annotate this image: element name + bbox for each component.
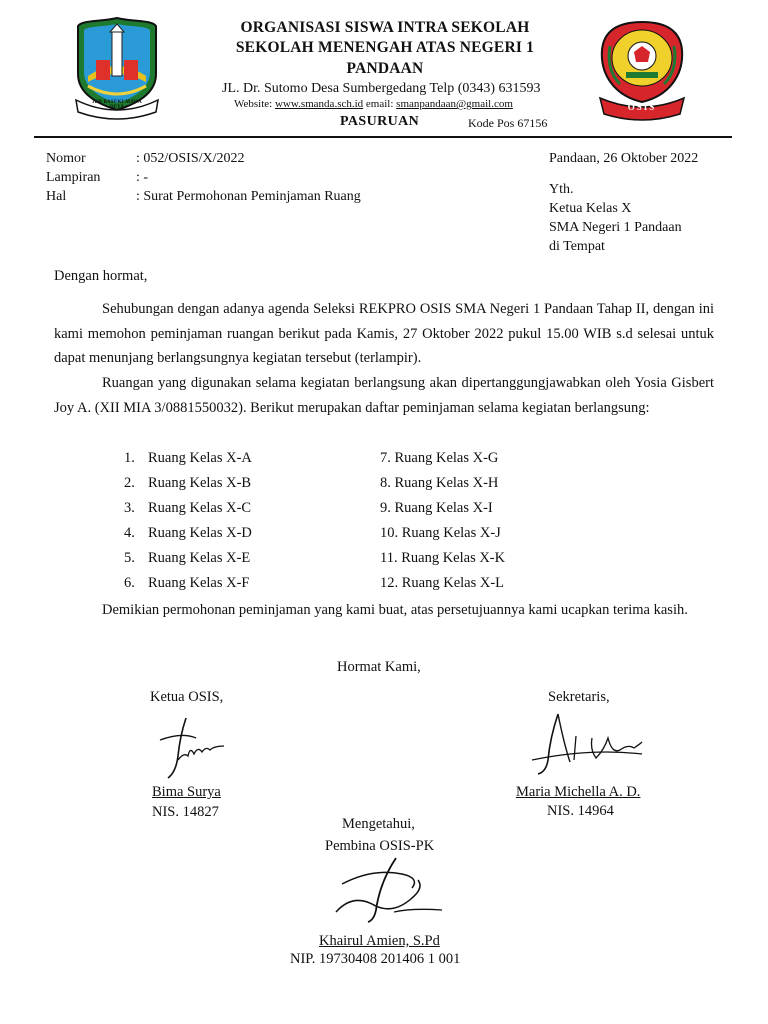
paragraph-3: Demikian permohonan peminjaman yang kami buat, atas persetujuannya kami ucapkan terima kasih. <box>102 602 688 618</box>
website-link[interactable]: www.smanda.sch.id <box>274 98 364 110</box>
osis-emblem-logo <box>596 18 688 122</box>
acknowledger-title: Pembina OSIS-PK <box>325 838 435 854</box>
acknowledger-name: Khairul Amien, S.Pd <box>319 933 440 949</box>
room-item: 4. Ruang Kelas X-D <box>124 525 252 541</box>
room-item: 5. Ruang Kelas X-E <box>124 550 251 566</box>
paragraph-2: Ruangan yang digunakan selama kegiatan berlangsung akan dipertanggungjawabkan oleh Yosia Gisbert Joy A. (XII MIA 3/0881550032). Berikut merupakan daftar peminjaman selama kegiatan berlangsung: <box>54 375 714 416</box>
left-signer-id: NIS. 14827 <box>152 804 219 820</box>
org-name-line1: ORGANISASI SISWA INTRA SEKOLAH <box>240 19 530 36</box>
paragraph-1: Sehubungan dengan adanya agenda Seleksi REKPRO OSIS SMA Negeri 1 Pandaan Tahap II, dengan ini kami memohon peminjaman ruangan berikut pada Kamis, 27 Oktober 2022 pukul 15.00 WIB s.d selesai untuk dapat menunjang berlangsungnya kegiatan tersebut (terlampir). <box>54 301 714 366</box>
left-signer-name: Bima Surya <box>152 784 221 800</box>
lampiran-value: : - <box>136 170 149 185</box>
org-name-line2: SEKOLAH MENENGAH ATAS NEGERI 1 <box>235 39 535 56</box>
closing-text: Hormat Kami, <box>337 659 421 675</box>
website-label: Website: <box>234 98 275 110</box>
room-item: 6. Ruang Kelas X-F <box>124 575 250 591</box>
room-list-left <box>124 449 252 599</box>
recipient-line1: Ketua Kelas X <box>549 201 632 216</box>
hal-label: Hal <box>46 189 67 204</box>
recipient-line2: SMA Negeri 1 Pandaan <box>549 220 682 235</box>
nomor-label: Nomor <box>46 151 86 166</box>
regency-motto: JER BASUKI MAWA BEYA <box>92 100 142 110</box>
recipient-yth: Yth. <box>549 182 574 197</box>
school-address: JL. Dr. Sutomo Desa Sumbergedang Telp (0343) 631593 <box>222 81 541 96</box>
room-list-right <box>380 449 505 599</box>
osis-banner-text: OSIS <box>627 102 657 112</box>
room-item: 8. Ruang Kelas X-H <box>380 475 499 491</box>
email-link[interactable]: smanpandaan@gmail.com <box>396 98 513 110</box>
hal-value: : Surat Permohonan Peminjaman Ruang <box>136 189 361 204</box>
letter-date: Pandaan, 26 Oktober 2022 <box>549 151 699 166</box>
regency-emblem-logo <box>74 16 160 120</box>
school-postcode: Kode Pos 67156 <box>468 116 548 130</box>
room-item: 11. Ruang Kelas X-K <box>380 550 506 566</box>
room-item: 3. Ruang Kelas X-C <box>124 500 252 516</box>
room-item: 1. Ruang Kelas X-A <box>124 450 252 466</box>
left-signer-title: Ketua OSIS, <box>150 689 224 705</box>
right-signer-name: Maria Michella A. D. <box>516 784 641 800</box>
right-signer-title: Sekretaris, <box>548 689 610 705</box>
school-city: PASURUAN <box>340 114 420 129</box>
school-contact-line <box>234 98 513 110</box>
org-name-line3: PANDAAN <box>346 60 424 77</box>
acknowledger-id: NIP. 19730408 201406 1 001 <box>290 951 461 967</box>
letterhead-rule <box>34 136 732 138</box>
acknowledger-signature-icon <box>332 854 444 928</box>
left-signature-icon <box>152 716 228 782</box>
email-label: email: <box>363 98 397 110</box>
recipient-line3: di Tempat <box>549 239 605 254</box>
right-signature-icon <box>530 708 644 778</box>
right-signer-id: NIS. 14964 <box>547 803 614 819</box>
room-item: 12. Ruang Kelas X-L <box>380 575 505 591</box>
acknowledgement-label: Mengetahui, <box>342 816 415 832</box>
room-item: 7. Ruang Kelas X-G <box>380 450 499 466</box>
nomor-value: : 052/OSIS/X/2022 <box>136 151 245 166</box>
room-item: 9. Ruang Kelas X-I <box>380 500 493 516</box>
room-item: 2. Ruang Kelas X-B <box>124 475 252 491</box>
room-item: 10. Ruang Kelas X-J <box>380 525 501 541</box>
lampiran-label: Lampiran <box>46 170 101 185</box>
greeting: Dengan hormat, <box>54 268 148 284</box>
